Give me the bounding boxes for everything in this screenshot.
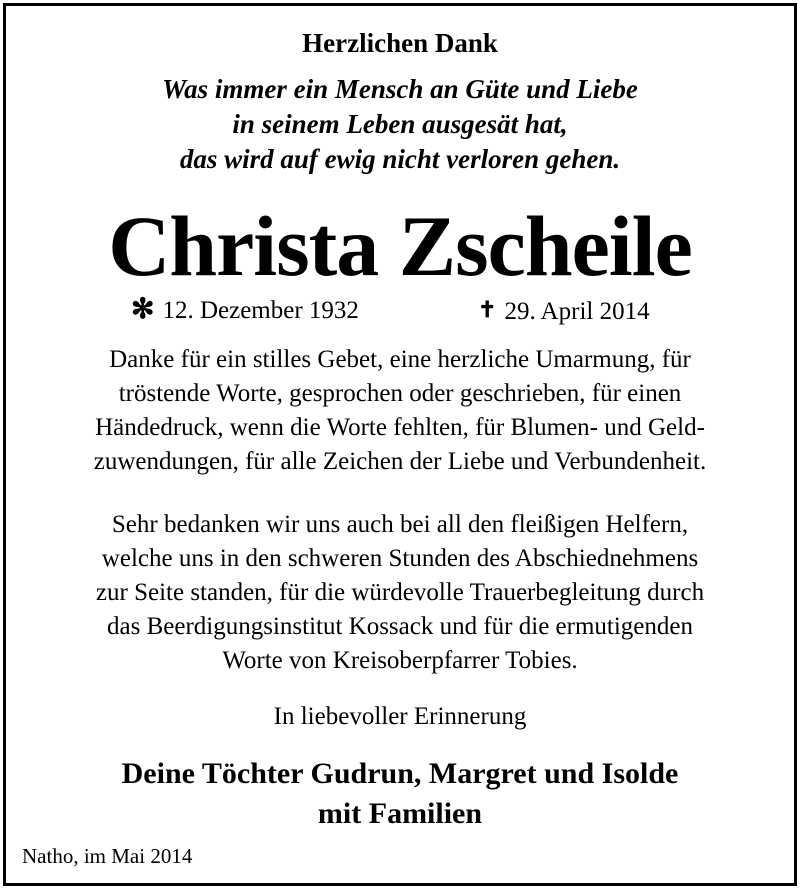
deceased-name: Christa Zscheile xyxy=(108,198,692,294)
signature-line: Deine Töchter Gudrun, Margret und Isolde xyxy=(121,757,679,790)
paragraph-line: Worte von Kreisoberpfarrer Tobies. xyxy=(222,647,578,674)
paragraph-line: Sehr bedanken wir uns auch bei all den fleißigen Helfern, xyxy=(111,511,689,538)
death-date: 29. April 2014 xyxy=(504,298,650,325)
birth-date: 12. Dezember 1932 xyxy=(162,297,359,324)
thanks-paragraph xyxy=(0,343,800,479)
closing-greeting: In liebevoller Erinnerung xyxy=(273,703,527,730)
paragraph-line: zuwendungen, für alle Zeichen der Liebe und Verbundenheit. xyxy=(93,448,707,475)
motto-quote xyxy=(0,72,800,177)
place-date: Natho, im Mai 2014 xyxy=(22,844,193,868)
motto-line: das wird auf ewig nicht verloren gehen. xyxy=(179,144,621,174)
family-signature xyxy=(0,754,800,834)
signature-line: mit Familien xyxy=(317,797,483,830)
notice-heading: Herzlichen Dank xyxy=(302,28,498,58)
motto-line: Was immer ein Mensch an Güte und Liebe xyxy=(162,74,638,104)
paragraph-line: Danke für ein stilles Gebet, eine herzliche Umarmung, für xyxy=(109,346,691,373)
death-date-line xyxy=(478,295,650,327)
paragraph-line: tröstende Worte, gesprochen oder geschrieben, für einen xyxy=(118,380,682,407)
birth-date-line xyxy=(131,295,359,326)
birth-star-icon: ✻ xyxy=(131,294,155,325)
death-cross-icon: ✝ xyxy=(478,297,497,322)
paragraph-line: welche uns in den schweren Stunden des Abschiednehmens xyxy=(101,545,699,572)
paragraph-line: Händedruck, wenn die Worte fehlten, für Blumen- und Geld- xyxy=(95,414,705,441)
helpers-paragraph xyxy=(0,508,800,678)
paragraph-line: zur Seite standen, für die würdevolle Trauerbegleitung durch xyxy=(95,579,705,606)
paragraph-line: das Beerdigungsinstitut Kossack und für die ermutigenden xyxy=(107,613,693,640)
motto-line: in seinem Leben ausgesät hat, xyxy=(232,109,568,139)
